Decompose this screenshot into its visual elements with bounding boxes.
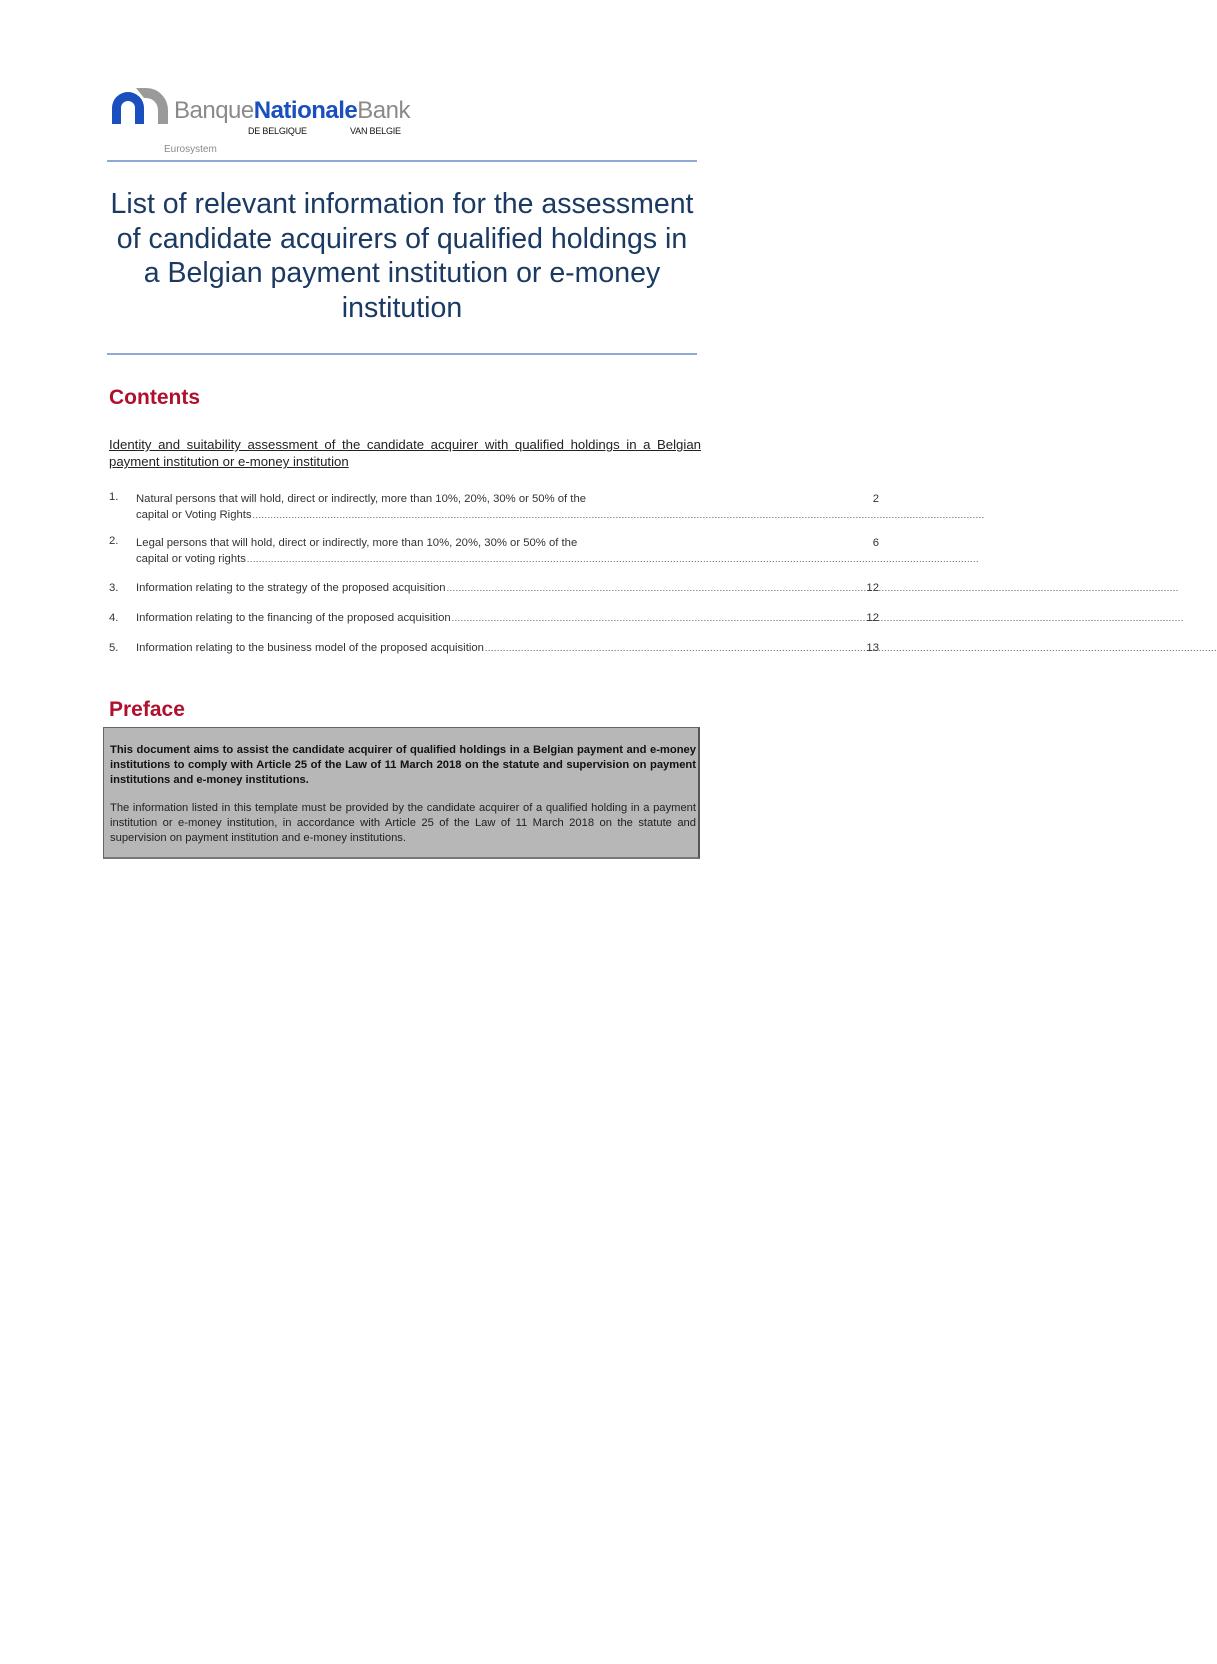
nbb-logo (110, 86, 410, 156)
toc-item-page: 6 (872, 537, 879, 549)
nbb-logo-mark-icon (110, 86, 172, 126)
logo-sub-dutch: VAN BELGIE (350, 126, 401, 136)
toc-item-2[interactable] (109, 535, 879, 567)
toc-item-text-line1: Natural persons that will hold, direct or indirectly, more than 10%, 20%, 30% or 50% of the (136, 493, 587, 505)
document-title: List of relevant information for the assessment of candidate acquirers of qualified holdings in a Belgian payment institution or e-money institution (110, 188, 694, 324)
toc-item-number: 4. (109, 612, 119, 624)
toc-item-text-line2: capital or Voting Rights (136, 509, 252, 521)
logo-word-nationale: Nationale (253, 97, 358, 124)
logo-eurosystem: Eurosystem (164, 144, 217, 155)
title-rule-top (107, 160, 697, 162)
table-of-contents (109, 491, 879, 654)
toc-item-page: 12 (866, 612, 879, 624)
toc-item-number: 5. (109, 642, 119, 654)
preface-heading: Preface (109, 698, 185, 721)
toc-item-page: 2 (872, 493, 879, 505)
toc-item-number: 2. (109, 535, 119, 547)
toc-item-page: 13 (866, 642, 879, 654)
toc-item-text-line2: capital or voting rights (136, 553, 246, 565)
toc-item-page: 12 (866, 582, 879, 594)
toc-item-1[interactable] (109, 491, 879, 523)
toc-item-4[interactable] (109, 610, 879, 626)
toc-item-text-line1: Legal persons that will hold, direct or indirectly, more than 10%, 20%, 30% or 50% of the (136, 537, 578, 549)
toc-item-number: 3. (109, 582, 119, 594)
toc-item-text: Information relating to the strategy of the proposed acquisition (136, 582, 446, 594)
preface-box (103, 727, 700, 859)
toc-section-link[interactable]: Identity and suitability assessment of the candidate acquirer with qualified holdings in a Belgian payment institution or e-money institution (109, 437, 701, 469)
toc-item-text: Information relating to the business model of the proposed acquisition (136, 642, 484, 654)
logo-wordmark (174, 98, 410, 124)
logo-word-banque: Banque (174, 97, 254, 124)
contents-heading: Contents (109, 386, 200, 409)
logo-sub-french: DE BELGIQUE (248, 126, 307, 136)
document-page (0, 0, 879, 1024)
toc-item-text: Information relating to the financing of the proposed acquisition (136, 612, 451, 624)
toc-item-5[interactable] (109, 640, 879, 656)
preface-paragraph: The information listed in this template must be provided by the candidate acquirer of a qualified holding in a payment institution or e-money institution, in accordance with Article 25 of the Law of 11 March 2018 on the statute and supervision on payment institution and e-money institutions. (110, 802, 696, 844)
toc-item-number: 1. (109, 491, 119, 503)
title-rule-bottom (107, 353, 697, 355)
preface-paragraph-bold: This document aims to assist the candidate acquirer of qualified holdings in a Belgian payment and e-money institutions to comply with Article 25 of the Law of 11 March 2018 on the statute and supervision on payment institutions and e-money institutions. (110, 744, 696, 786)
toc-item-3[interactable] (109, 580, 879, 596)
logo-word-bank: Bank (357, 97, 410, 124)
